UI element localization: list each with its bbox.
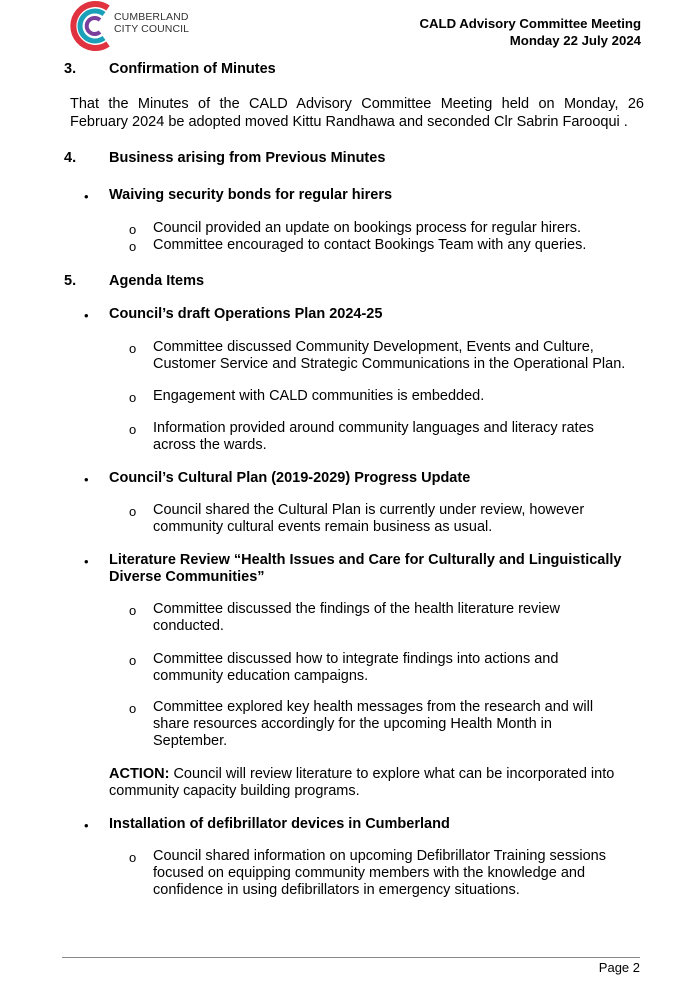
action-line: [109, 766, 654, 783]
sub-bullet-icon: o: [129, 341, 137, 356]
sub-item-line: Committee explored key health messages from the research and will: [153, 699, 594, 715]
sub-item: Committee encouraged to contact Bookings Team with any queries.: [153, 237, 587, 253]
sub-bullet-icon: o: [129, 701, 137, 716]
section-4-title: Business arising from Previous Minutes: [109, 150, 386, 166]
sub-item-line: Council shared the Cultural Plan is currently under review, however: [153, 502, 585, 518]
action-text: Council will review literature to explore what can be incorporated into: [169, 766, 615, 782]
sub-item-line: community education campaigns.: [153, 668, 369, 684]
sub-item-line: Committee discussed how to integrate findings into actions and: [153, 651, 559, 667]
section-5-title: Agenda Items: [109, 273, 205, 289]
sub-item: Council provided an update on bookings process for regular hirers.: [153, 220, 581, 236]
section-5-number: 5.: [64, 273, 77, 289]
sub-item-line: September.: [153, 733, 228, 749]
item-operations-plan: Council’s draft Operations Plan 2024-25: [109, 306, 383, 322]
sub-bullet-icon: o: [129, 653, 137, 668]
section-3-number: 3.: [64, 61, 77, 77]
item-cultural-plan: Council’s Cultural Plan (2019-2029) Progress Update: [109, 470, 471, 486]
bullet-icon: •: [84, 554, 89, 569]
action-line: community capacity building programs.: [109, 783, 360, 799]
logo-line-2: CITY COUNCIL: [114, 22, 190, 35]
sub-item-line: Committee discussed Community Development, Events and Culture,: [153, 339, 594, 355]
item-literature-review-line: Diverse Communities”: [109, 569, 265, 585]
action-label: ACTION:: [109, 766, 170, 782]
sub-item: Engagement with CALD communities is embedded.: [153, 388, 485, 404]
document-header: [419, 16, 641, 49]
page-number: Page 2: [598, 960, 640, 975]
sub-bullet-icon: o: [129, 390, 137, 405]
section-3-title: Confirmation of Minutes: [109, 61, 276, 77]
bullet-icon: •: [84, 308, 89, 323]
minutes-para-line-1: That the Minutes of the CALD Advisory Committee Meeting held on Monday, 26: [70, 96, 644, 112]
sub-item-line: Information provided around community languages and literacy rates: [153, 420, 594, 436]
sub-bullet-icon: o: [129, 504, 137, 519]
logo-text: [114, 12, 189, 35]
meeting-title: CALD Advisory Committee Meeting: [419, 16, 641, 31]
sub-bullet-icon: o: [129, 222, 137, 237]
item-security-bonds: Waiving security bonds for regular hirers: [109, 187, 393, 203]
bullet-icon: •: [84, 189, 89, 204]
sub-bullet-icon: o: [129, 850, 137, 865]
item-literature-review-line: Literature Review “Health Issues and Care for Culturally and Linguistically: [109, 552, 622, 568]
sub-item-line: across the wards.: [153, 437, 267, 453]
sub-bullet-icon: o: [129, 239, 137, 254]
sub-item-line: Customer Service and Strategic Communications in the Operational Plan.: [153, 356, 626, 372]
sub-item-line: Committee discussed the findings of the health literature review: [153, 601, 561, 617]
footer-divider: [62, 957, 640, 958]
bullet-icon: •: [84, 472, 89, 487]
logo-line-1: CUMBERLAND: [114, 11, 189, 23]
sub-bullet-icon: o: [129, 422, 137, 437]
section-4-number: 4.: [64, 150, 77, 166]
sub-item-line: conducted.: [153, 618, 224, 634]
bullet-icon: •: [84, 818, 89, 833]
sub-item-line: Council shared information on upcoming Defibrillator Training sessions: [153, 848, 606, 864]
sub-item-line: focused on equipping community members with the knowledge and: [153, 865, 586, 881]
sub-item-line: community cultural events remain business as usual.: [153, 519, 493, 535]
sub-bullet-icon: o: [129, 603, 137, 618]
meeting-date: Monday 22 July 2024: [509, 32, 641, 48]
item-defibrillator: Installation of defibrillator devices in Cumberland: [109, 816, 450, 832]
sub-item-line: share resources accordingly for the upcoming Health Month in: [153, 716, 552, 732]
minutes-para-line-2: February 2024 be adopted moved Kittu Randhawa and seconded Clr Sabrin Farooqui .: [70, 114, 628, 130]
sub-item-line: confidence in using defibrillators in emergency situations.: [153, 882, 520, 898]
